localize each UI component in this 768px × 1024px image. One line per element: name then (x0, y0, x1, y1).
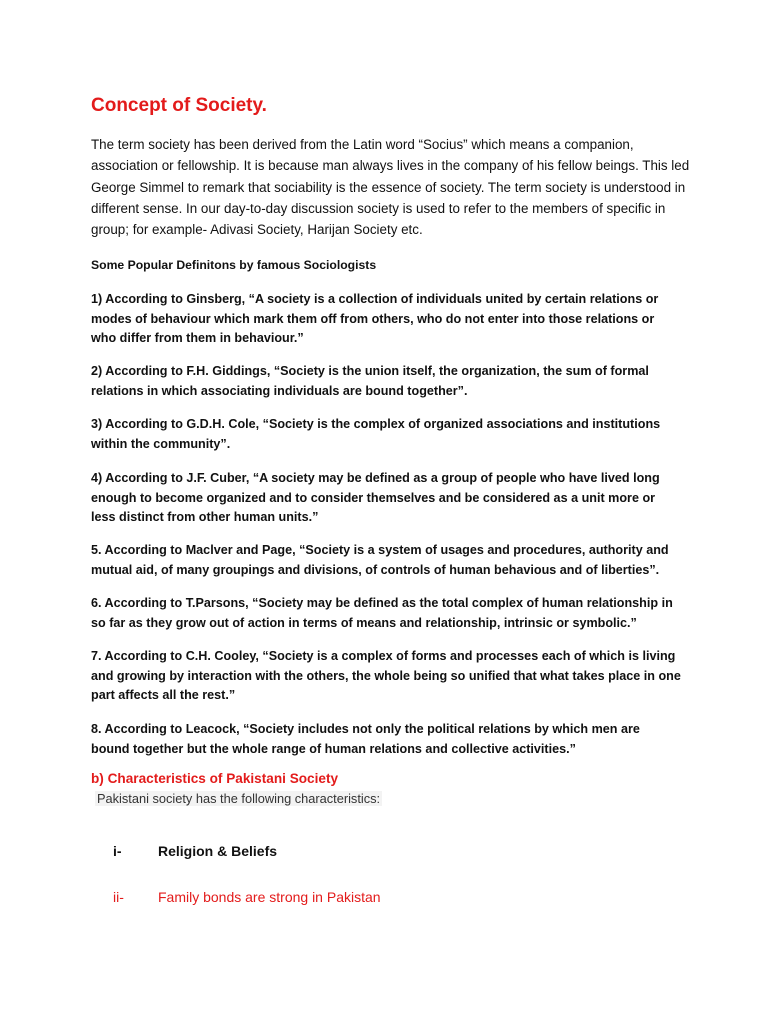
section-b-heading: b) Characteristics of Pakistani Society (91, 771, 339, 786)
definitions-heading: Some Popular Definitons by famous Sociologists (91, 258, 377, 272)
list-item (113, 843, 277, 859)
definition-cole: 3) According to G.D.H. Cole, “Society is the complex of organized associations and institutions within the community”. (91, 417, 661, 451)
list-item-text: Family bonds are strong in Pakistan (158, 889, 381, 905)
list-item-number: ii- (113, 889, 124, 905)
intro-paragraph: The term society has been derived from the Latin word “Socius” which means a companion, association or fellowship. It is because man always lives in the company of his fellow beings. This led George Simmel to remark that sociability is the essence of society. The term society is understood in different sense. In our day-to-day discussion society is used to refer to the members of specific in group; for example- Adivasi Society, Harijan Society etc. (91, 137, 690, 238)
list-item-number: i- (113, 843, 122, 859)
list-item-text: Religion & Beliefs (158, 843, 278, 859)
definition-maciver-page: 5. According to Maclver and Page, “Society is a system of usages and procedures, authority and mutual aid, of many groupings and divisions, of controls of human behavious and of liberties”. (91, 543, 669, 577)
definition-giddings: 2) According to F.H. Giddings, “Society is the union itself, the organization, the sum of formal relations in which associating individuals are bound together”. (91, 364, 649, 398)
definition-cooley: 7. According to C.H. Cooley, “Society is a complex of forms and processes each of which is living and growing by interaction with the others, the whole being so unified that what takes place in one part affects all the rest.” (91, 649, 681, 703)
definition-leacock: 8. According to Leacock, “Society includes not only the political relations by which men are bound together but the whole range of human relations and collective activities.” (91, 722, 640, 756)
definition-ginsberg: 1) According to Ginsberg, “A society is a collection of individuals united by certain relations or modes of behaviour which mark them off from others, who do not enter into those relations or who differ from them in behaviour.” (91, 292, 659, 346)
section-b-intro: Pakistani society has the following characteristics: (97, 791, 381, 806)
definition-parsons: 6. According to T.Parsons, “Society may be defined as the total complex of human relationship in so far as they grow out of action in terms of means and relationship, intrinsic or symbolic.” (91, 596, 673, 630)
definition-cuber: 4) According to J.F. Cuber, “A society may be defined as a group of people who have lived long enough to become organized and to consider themselves and be considered as a unit more or less distinct from other human units.” (91, 471, 660, 525)
list-item (113, 889, 381, 905)
page-title: Concept of Society. (91, 95, 267, 116)
